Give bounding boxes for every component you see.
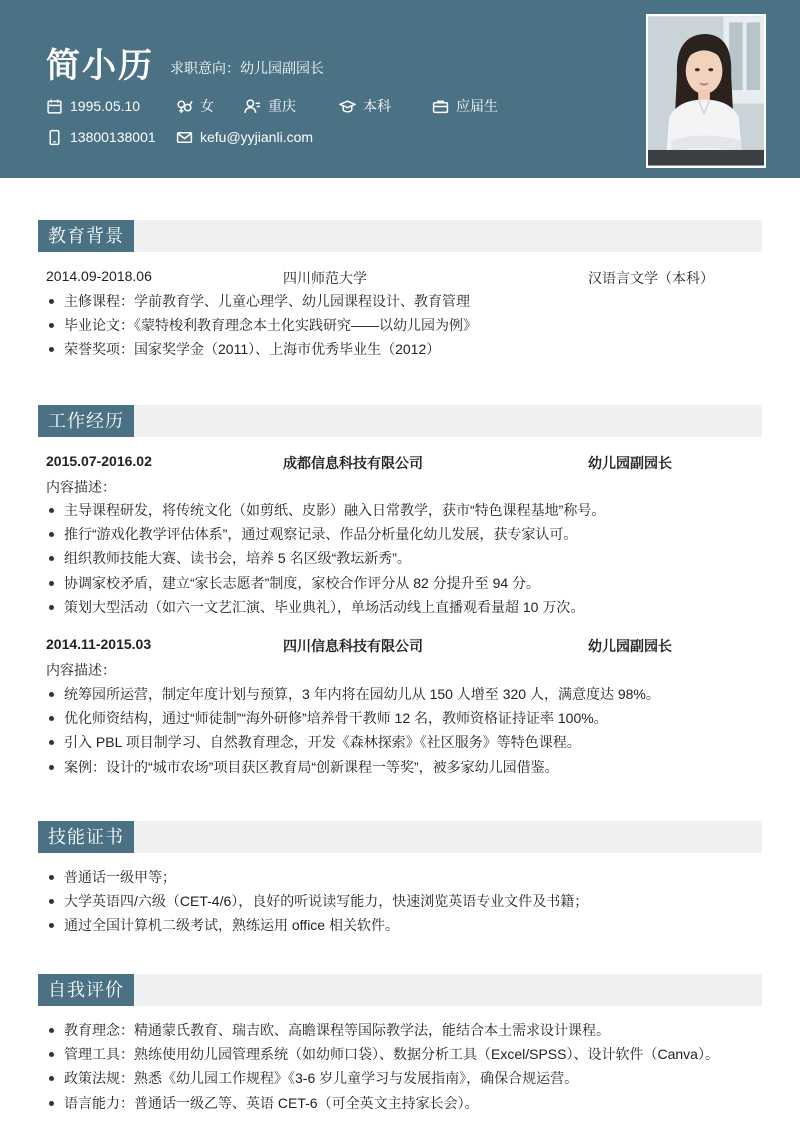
job-date: 2015.07-2016.02 [46,453,152,469]
email[interactable]: kefu@yyjianli.com [200,129,314,145]
job-company: 成都信息科技有限公司 [283,455,423,471]
list-item: 毕业论文：《蒙特梭利教育理念本土化实践研究——以幼儿园为例》 [46,315,477,339]
list-item: 协调家校矛盾，建立“家长志愿者”制度，家校合作评分从 82 分提升至 94 分。 [46,573,605,597]
section-education [38,220,762,252]
skills-list [46,867,588,940]
list-item: 组织教师技能大赛、读书会，培养 5 名区级“教坛新秀”。 [46,548,605,572]
section-self-evaluation [38,974,762,1006]
list-item: 引入 PBL 项目制学习、自然教育理念，开发《森林探索》《社区服务》等特色课程。 [46,732,660,756]
portrait-illustration [648,16,764,166]
self-evaluation-list [46,1020,719,1117]
resume-header [0,0,800,178]
candidate-name: 简小历 [46,47,154,85]
list-item: 主导课程研发，将传统文化（如剪纸、皮影）融入日常教学，获市“特色课程基地”称号。 [46,500,605,524]
list-item: 政策法规：熟悉《幼儿园工作规程》《3-6 岁儿童学习与发展指南》，确保合规运营。 [46,1068,719,1092]
gender-icon [176,98,193,115]
job-date: 2014.11-2015.03 [46,636,152,652]
list-item: 大学英语四/六级（CET-4/6），良好的听说读写能力，快速浏览英语专业文件及书籍； [46,891,588,915]
job-company: 四川信息科技有限公司 [283,638,423,654]
status-info [432,96,498,116]
gender: 女 [200,98,214,114]
list-item: 案例：设计的“城市农场”项目获区教育局“创新课程一等奖”，被多家幼儿园借鉴。 [46,757,660,781]
education-date: 2014.09-2018.06 [46,268,152,284]
email-info [176,129,313,146]
section-work [38,405,762,437]
section-title-self: 自我评价 [38,974,134,1006]
list-item: 推行“游戏化教学评估体系”，通过观察记录、作品分析量化幼儿发展，获专家认可。 [46,524,605,548]
section-skills [38,821,762,853]
section-title-skills: 技能证书 [38,821,134,853]
list-item: 语言能力：普通话一级乙等、英语 CET-6（可全英文主持家长会）。 [46,1093,719,1117]
list-item: 优化师资结构，通过“师徒制”“海外研修”培养骨干教师 12 名，教师资格证持证率 100%。 [46,708,660,732]
education-major: 汉语言文学（本科） [588,270,714,286]
birth-date: 1995.05.10 [70,98,141,114]
calendar-icon [46,98,63,115]
job-row [46,636,746,656]
status: 应届生 [456,98,498,114]
briefcase-icon [432,98,449,115]
list-item: 统筹园所运营，制定年度计划与预算，3 年内将在园幼儿从 150 人增至 320 人，满意度达 98%。 [46,684,660,708]
list-item: 策划大型活动（如六一文艺汇演、毕业典礼），单场活动线上直播观看量超 10 万次。 [46,597,605,621]
birth-info [46,98,140,115]
city-info [244,96,296,116]
list-item: 普通话一级甲等； [46,867,588,891]
job-role: 幼儿园副园长 [588,638,672,654]
list-item: 主修课程：学前教育学、儿童心理学、幼儿园课程设计、教育管理 [46,291,477,315]
job-duty-list [46,500,605,621]
job-intent: 求职意向：幼儿园副园长 [170,60,324,76]
gender-info [176,96,214,116]
education-list [46,291,477,364]
phone-info [46,129,156,146]
job-role: 幼儿园副园长 [588,455,672,471]
degree: 本科 [363,98,391,114]
list-item: 荣誉奖项：国家奖学金（2011）、上海市优秀毕业生（2012） [46,339,477,363]
list-item: 教育理念：精通蒙氏教育、瑞吉欧、高瞻课程等国际教学法，能结合本土需求设计课程。 [46,1020,719,1044]
list-item: 通过全国计算机二级考试，熟练运用 office 相关软件。 [46,915,588,939]
city: 重庆 [268,98,296,114]
education-row [46,268,746,288]
section-title-work: 工作经历 [38,405,134,437]
section-title-education: 教育背景 [38,220,134,252]
mail-icon [176,129,193,146]
phone-icon [46,129,63,146]
degree-info [339,96,391,116]
list-item: 管理工具：熟练使用幼儿园管理系统（如幼师口袋）、数据分析工具（Excel/SPSS）、设计软件（Canva）。 [46,1044,719,1068]
phone: 13800138001 [70,129,156,145]
job-row [46,453,746,473]
job-desc-label: 内容描述： [46,479,116,495]
education-school: 四川师范大学 [283,270,367,286]
graduation-cap-icon [339,98,356,115]
job-desc-label: 内容描述： [46,662,116,678]
person-icon [244,98,261,115]
job-duty-list [46,684,660,781]
profile-photo [646,14,766,168]
